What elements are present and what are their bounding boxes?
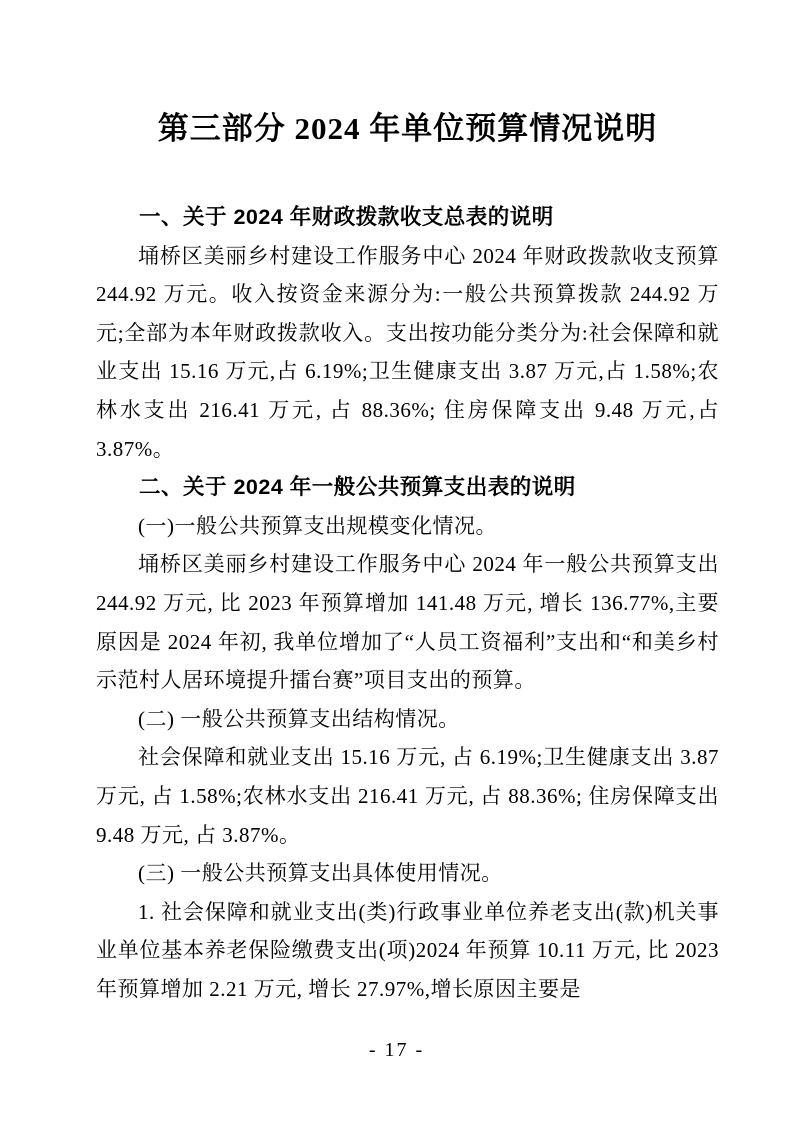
paragraph-fiscal-appropriation-summary: 埇桥区美丽乡村建设工作服务中心 2024 年财政拨款收支预算 244.92 万元。收入按资金来源分为:一般公共预算拨款 244.92 万元;全部为本年财政拨款收入。支出按功能分类分为:社会保障和就业支出 15.16 万元,占 6.19%;卫生健康支出 3.87 万元,占 1.58%;农林水支出 216.41 万元, 占 88.36%; 住房保障支出 9.48 万元,占 3.87%。 — [96, 243, 719, 461]
section-heading-2: 二、关于 2024 年一般公共预算支出表的说明 — [139, 475, 576, 500]
page-number: - 17 - — [368, 1039, 425, 1061]
section-heading-1: 一、关于 2024 年财政拨款收支总表的说明 — [139, 205, 554, 229]
document-body — [96, 198, 719, 1008]
paragraph-budget-structure: 社会保障和就业支出 15.16 万元, 占 6.19%;卫生健康支出 3.87 万元, 占 1.58%;农林水支出 216.41 万元, 占 88.36%; 住房保障支出 9.48 万元, 占 3.87%。 — [96, 745, 719, 847]
paragraph-pension-expenditure: 1. 社会保障和就业支出(类)行政事业单位养老支出(款)机关事业单位基本养老保险缴费支出(项)2024 年预算 10.11 万元, 比 2023 年预算增加 2.21 万元, 增长 27.97%,增长原因主要是 — [96, 899, 719, 1001]
subsection-heading-scale-change: (一)一般公共预算支出规模变化情况。 — [138, 513, 497, 538]
subsection-heading-structure: (二) 一般公共预算支出结构情况。 — [138, 706, 460, 731]
document-title: 第三部分 2024 年单位预算情况说明 — [157, 111, 658, 146]
paragraph-budget-scale-change: 埇桥区美丽乡村建设工作服务中心 2024 年一般公共预算支出 244.92 万元, 比 2023 年预算增加 141.48 万元, 增长 136.77%,主要原因是 2024 年初, 我单位增加了“人员工资福利”支出和“和美乡村示范村人居环境提升擂台赛”项目支出的预算。 — [96, 552, 719, 693]
subsection-heading-specific-use: (三) 一般公共预算支出具体使用情况。 — [138, 861, 503, 886]
